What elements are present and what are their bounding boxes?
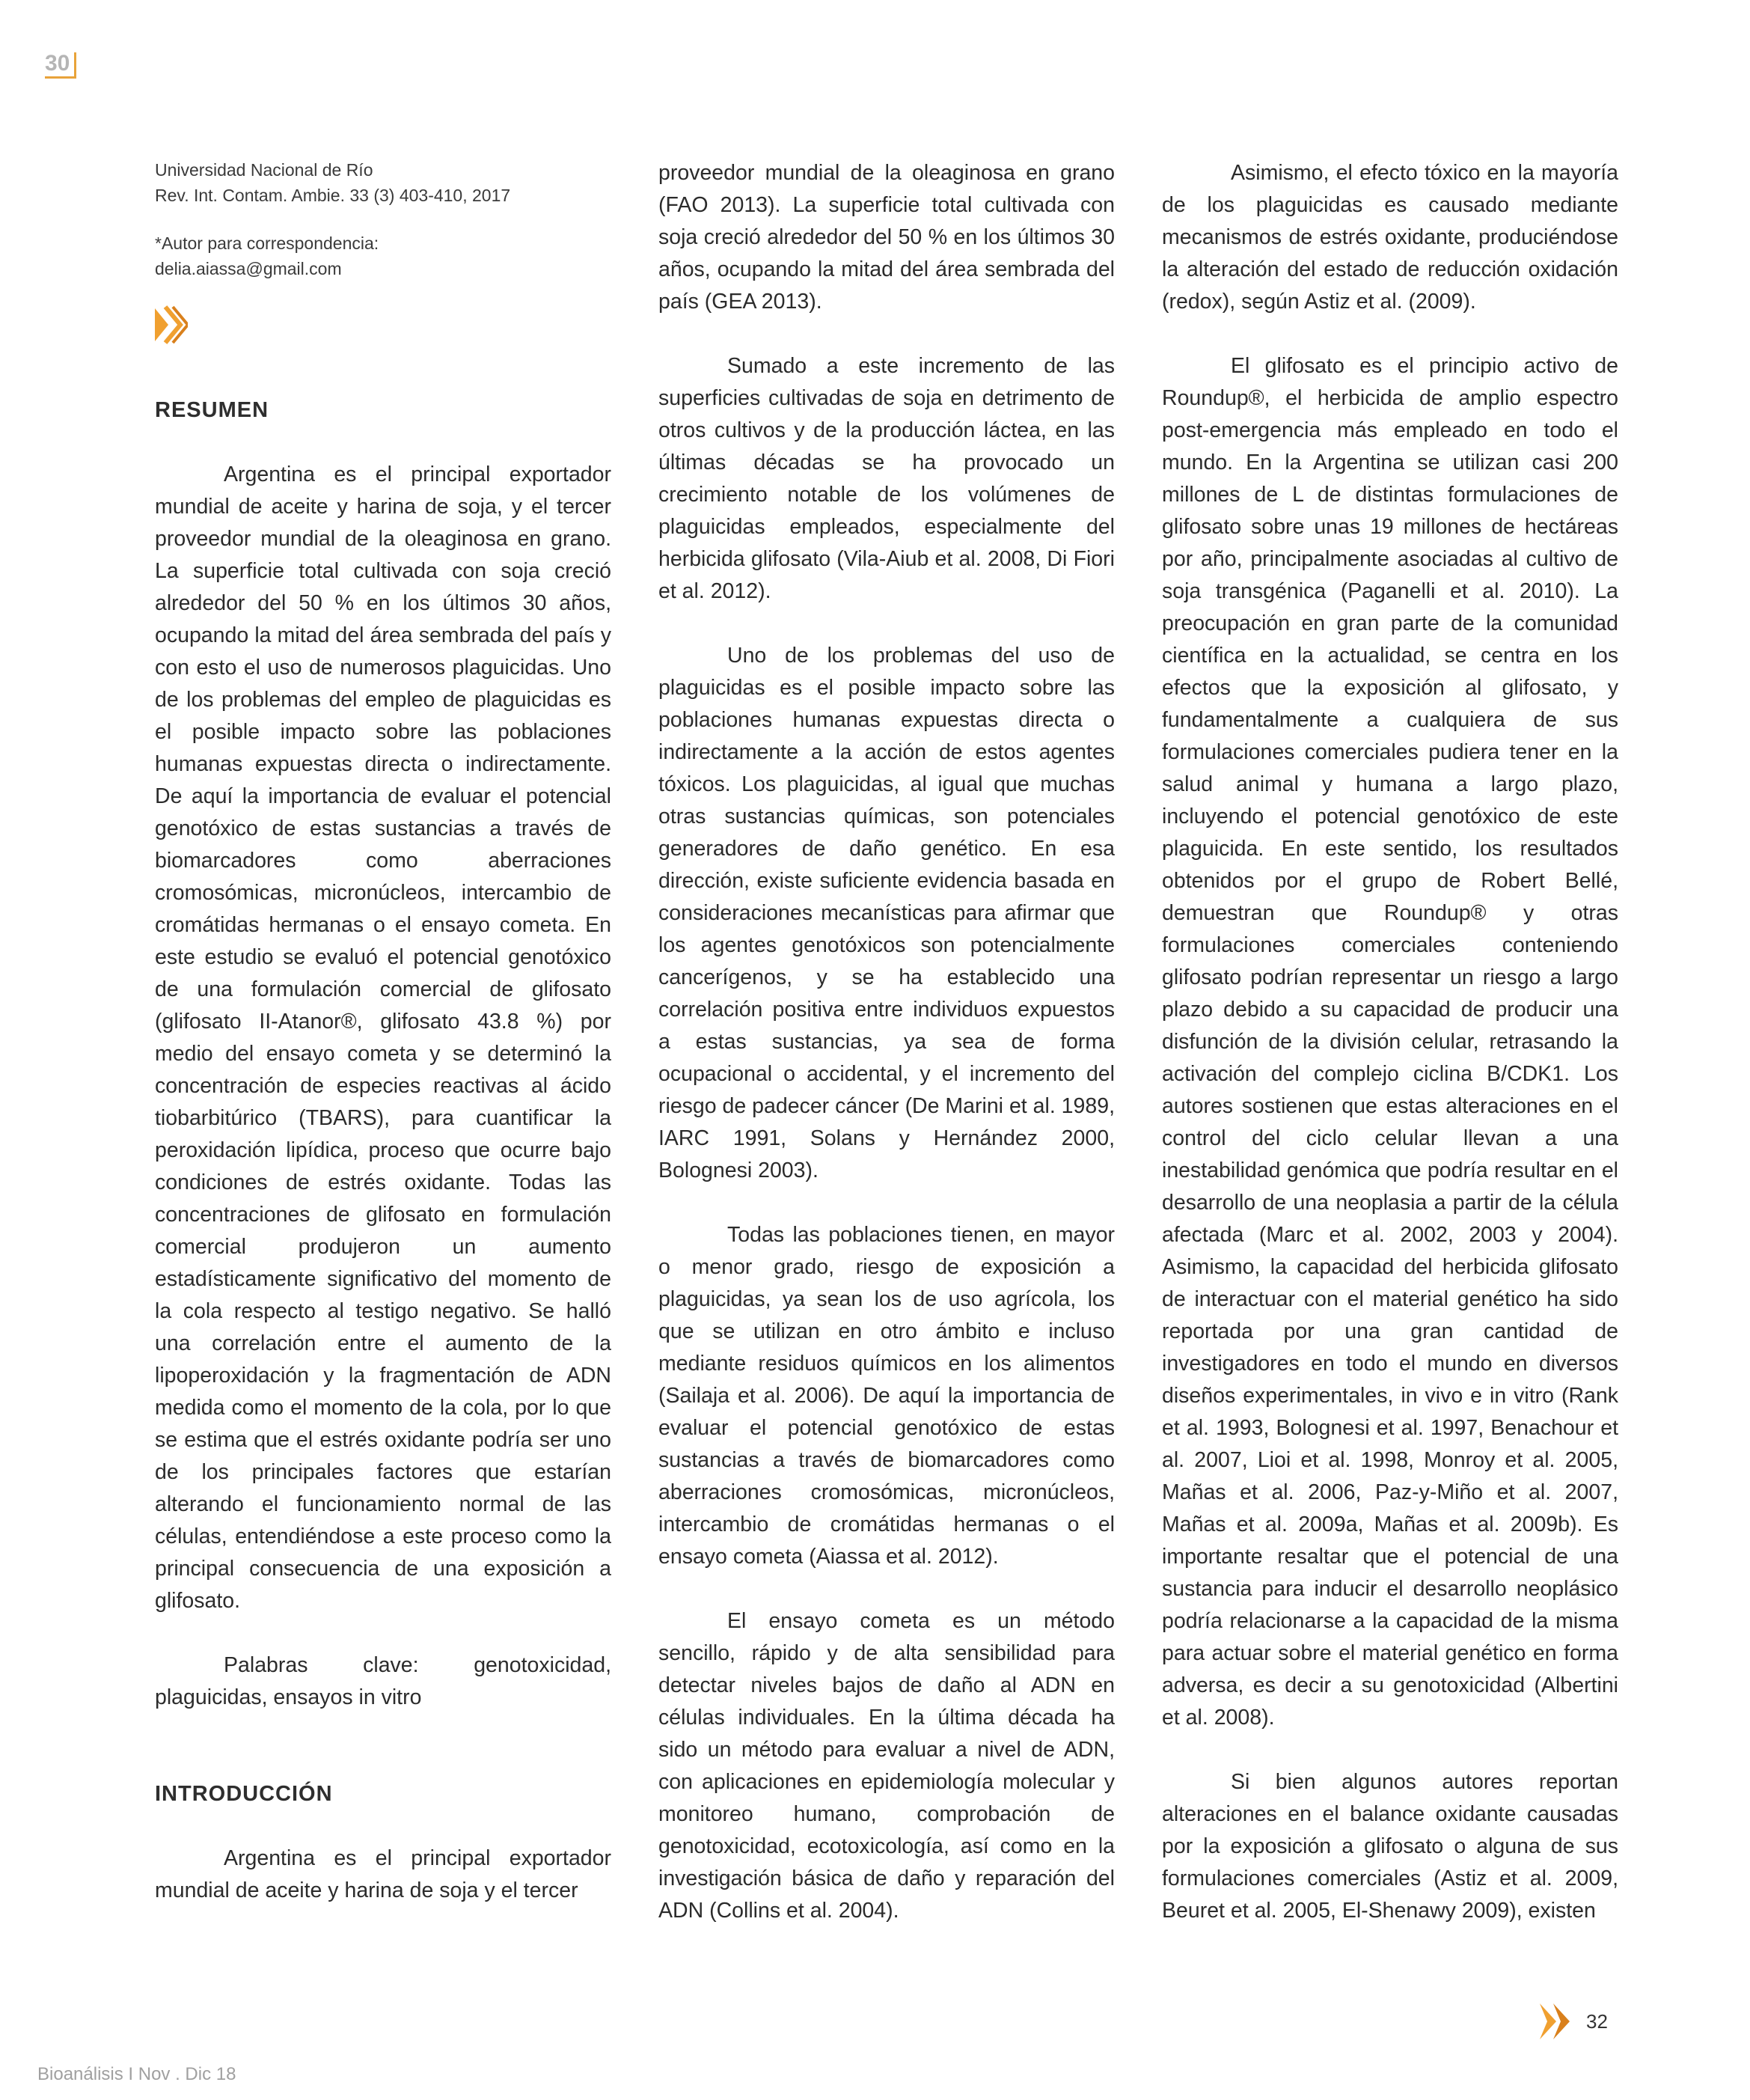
correspondence-email: delia.aiassa@gmail.com xyxy=(155,259,342,278)
col2-paragraph-4: Todas las poblaciones tienen, en mayor o menor grado, riesgo de exposición a plaguicidas, ya sean los de uso agrícola, los que se utilizan en otro ámbito e incluso mediante residuos químicos en los alimentos (Sailaja et al. 2006). De aquí la importancia de evaluar el potencial genotóxico de estas sustancias a través de biomarcadores como aberraciones cromosómicas, micronúcleos, intercambio de cromátidas hermanas o el ensayo cometa (Aiassa et al. 2012). xyxy=(658,1223,1115,1569)
col2-paragraph-3: Uno de los problemas del uso de plaguicidas es el posible impacto sobre las poblaciones humanas expuestas directa o indirectamente a la acción de estos agentes tóxicos. Los plaguicidas, al igual que muchas otras sustancias químicas, son potenciales generadores de daño genético. En esa dirección, existe suficiente evidencia basada en consideraciones mecanísticas para afirmar que los agentes genotóxicos son potencialmente cancerígenos, y se ha establecido una correlación positiva entre individuos expuestos a estas sustancias, ya sea de forma ocupacional o accidental, y el incremento del riesgo de padecer cáncer (De Marini et al. 1989, IARC 1991, Solans y Hernández 2000, Bolognesi 2003). xyxy=(658,644,1115,1182)
column-right xyxy=(1162,157,1618,1927)
footer-journal: Bioanálisis I Nov . Dic 18 xyxy=(37,2064,236,2084)
page-number-top: 30 xyxy=(45,52,76,79)
footer-page-number: 32 xyxy=(1586,2009,1608,2033)
col2-paragraph-2: Sumado a este incremento de las superficies cultivadas de soja en detrimento de otros cultivos y de la producción láctea, en las últimas décadas se ha provocado un crecimiento notable de los volúmenes de plaguicidas empleados, especialmente del herbicida glifosato (Vila-Aiub et al. 2008, Di Fiori et al. 2012). xyxy=(658,354,1115,603)
affiliation: Universidad Nacional de Río xyxy=(155,160,373,180)
keywords-paragraph: Palabras clave: genotoxicidad, plaguicidas, ensayos in vitro xyxy=(155,1653,611,1709)
citation: Rev. Int. Contam. Ambie. 33 (3) 403-410, 2017 xyxy=(155,186,511,205)
correspondence-label: *Autor para correspondencia: xyxy=(155,233,379,253)
col3-paragraph-1: Asimismo, el efecto tóxico en la mayoría de los plaguicidas es causado mediante mecanismos de estrés oxidante, produciéndose la alteración del estado de reducción oxidación (redox), según Astiz et al. (2009). xyxy=(1162,161,1618,314)
introduccion-heading: INTRODUCCIÓN xyxy=(155,1782,333,1806)
footer-chevron-icon xyxy=(1540,2002,1576,2041)
col3-paragraph-3: Si bien algunos autores reportan alteraciones en el balance oxidante causadas por la exposición a glifosato o alguna de sus formulaciones comerciales (Astiz et al. 2009, Beuret et al. 2005, El-Shenawy 2009), existen xyxy=(1162,1770,1618,1923)
intro-paragraph: Argentina es el principal exportador mundial de aceite y harina de soja y el tercer xyxy=(155,1846,611,1902)
column-middle xyxy=(658,157,1115,1927)
double-chevron-icon xyxy=(155,304,188,346)
column-left xyxy=(155,157,611,1907)
col2-paragraph-1: proveedor mundial de la oleaginosa en grano (FAO 2013). La superficie total cultivada con soja creció alrededor del 50 % en los últimos 30 años, ocupando la mitad del área sembrada del país (GEA 2013). xyxy=(658,161,1115,314)
col3-paragraph-2: El glifosato es el principio activo de Roundup®, el herbicida de amplio espectro post-emergencia más empleado en todo el mundo. En la Argentina se utilizan casi 200 millones de L de distintas formulaciones de glifosato sobre unas 19 millones de hectáreas por año, principalmente asociadas al cultivo de soja transgénica (Paganelli et al. 2010). La preocupación en gran parte de la comunidad científica en la actualidad, se centra en los efectos que la exposición al glifosato, y fundamentalmente a cualquiera de sus formulaciones comerciales pudiera tener en la salud animal y humana a largo plazo, incluyendo el potencial genotóxico de este plaguicida. En este sentido, los resultados obtenidos por el grupo de Robert Bellé, demuestran que Roundup® y otras formulaciones comerciales conteniendo glifosato podrían representar un riesgo a largo plazo debido a su capacidad de producir una disfunción de la división celular, retrasando la activación del complejo ciclina B/CDK1. Los autores sostienen que estas alteraciones en el control del ciclo celular llevan a una inestabilidad genómica que podría resultar en el desarrollo de una neoplasia a partir de la célula afectada (Marc et al. 2002, 2003 y 2004). Asimismo, la capacidad del herbicida glifosato de interactuar con el material genético ha sido reportada por una gran cantidad de investigadores en todo el mundo en diversos diseños experimentales, in vivo e in vitro (Rank et al. 1993, Bolognesi et al. 1997, Benachour et al. 2007, Lioi et al. 1998, Monroy et al. 2005, Mañas et al. 2006, Paz-y-Miño et al. 2007, Mañas et al. 2009a, Mañas et al. 2009b). Es importante resaltar que el potencial de una sustancia para inducir el desarrollo neoplásico podría relacionarse a la capacidad de la misma para actuar sobre el material genético en forma adversa, es decir a su genotoxicidad (Albertini et al. 2008). xyxy=(1162,354,1618,1730)
col2-paragraph-5: El ensayo cometa es un método sencillo, rápido y de alta sensibilidad para detectar niveles bajos de daño al ADN en células individuales. En la última década ha sido un método para evaluar a nivel de ADN, con aplicaciones en epidemiología molecular y monitoreo humano, comprobación de genotoxicidad, ecotoxicología, así como en la investigación básica de daño y reparación del ADN (Collins et al. 2004). xyxy=(658,1609,1115,1923)
resumen-heading: RESUMEN xyxy=(155,398,269,422)
footer-page xyxy=(1540,2002,1608,2041)
resumen-paragraph: Argentina es el principal exportador mundial de aceite y harina de soja, y el tercer proveedor mundial de la oleaginosa en grano. La superficie total cultivada con soja creció alrededor del 50 % en los últimos 30 años, ocupando la mitad del área sembrada del país y con esto el uso de numerosos plaguicidas. Uno de los problemas del empleo de plaguicidas es el posible impacto sobre las poblaciones humanas expuestas directa o indirectamente. De aquí la importancia de evaluar el potencial genotóxico de estas sustancias a través de biomarcadores como aberraciones cromosómicas, micronúcleos, intercambio de cromátidas hermanas o el ensayo cometa. En este estudio se evaluó el potencial genotóxico de una formulación comercial de glifosato (glifosato II-Atanor®, glifosato 43.8 %) por medio del ensayo cometa y se determinó la concentración de especies reactivas al ácido tiobarbitúrico (TBARS), para cuantificar la peroxidación lipídica, proceso que ocurre bajo condiciones de estrés oxidante. Todas las concentraciones de glifosato en formulación comercial produjeron un aumento estadísticamente significativo del momento de la cola respecto al testigo negativo. Se halló una correlación entre el aumento de la lipoperoxidación y la fragmentación de ADN medida como el momento de la cola, por lo que se estima que el estrés oxidante podría ser uno de los principales factores que estarían alterando el funcionamiento normal de las células, entendiéndose a este proceso como la principal consecuencia de una exposición a glifosato. xyxy=(155,463,611,1613)
